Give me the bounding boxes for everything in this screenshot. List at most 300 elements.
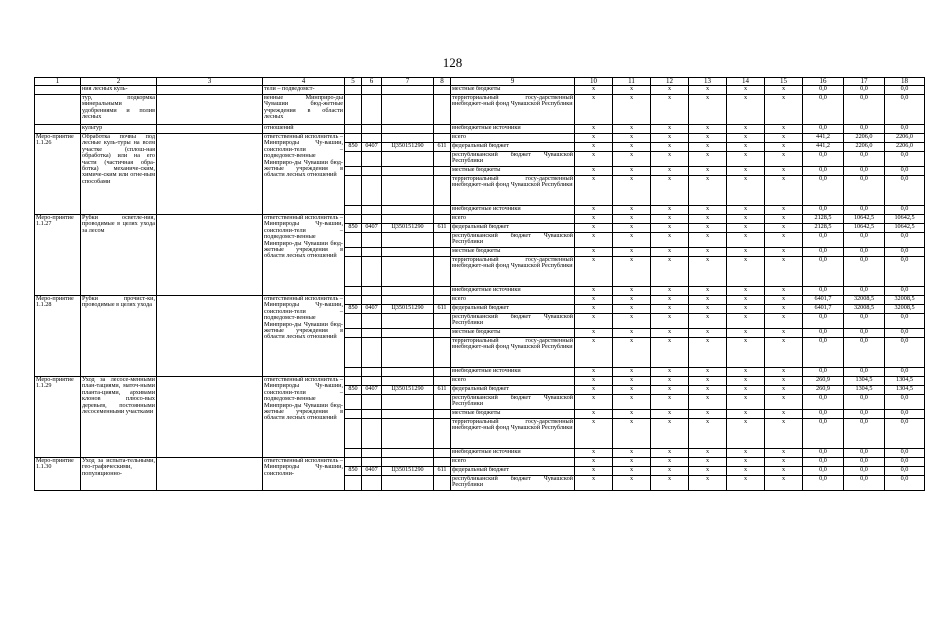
measure-name: Уход за испыта-тельными, гео-графическими, популяционно- <box>81 458 157 491</box>
value-col-18: 0,0 <box>885 476 925 491</box>
measure-name: тур, подкормка минеральными удобрениями и полив лесных <box>81 95 157 125</box>
expense-type <box>434 449 451 458</box>
x-mark: х <box>727 467 765 476</box>
x-mark: х <box>613 419 651 449</box>
measure-name: Обработка почвы под лесные куль-туры на всем участке (сплош-ная обработка) или на его части (частичная обра-ботка) механиче-ским, химиче-ским или огне-вым способами <box>81 134 157 215</box>
value-col-17: 0,0 <box>844 233 885 248</box>
x-mark: х <box>575 206 613 215</box>
empty-col-3 <box>157 215 263 296</box>
x-mark: х <box>575 287 613 296</box>
value-col-16: 0,0 <box>803 419 844 449</box>
x-mark: х <box>575 449 613 458</box>
section-code <box>362 368 382 377</box>
x-mark: х <box>765 377 803 386</box>
funding-source: республиканский бюджет Чувашской Республики <box>451 314 575 329</box>
x-mark: х <box>613 314 651 329</box>
x-mark: х <box>689 287 727 296</box>
value-col-18: 0,0 <box>885 257 925 287</box>
measure-code: Меро-приятие 1.1.29 <box>35 377 81 458</box>
funding-source: местные бюджеты <box>451 410 575 419</box>
x-mark: х <box>651 215 689 224</box>
x-mark: х <box>613 224 651 233</box>
x-mark: х <box>651 305 689 314</box>
x-mark: х <box>613 152 651 167</box>
x-mark: х <box>765 167 803 176</box>
x-mark: х <box>575 125 613 134</box>
x-mark: х <box>765 476 803 491</box>
column-header: 10 <box>575 78 613 86</box>
funding-source: территориальный госу-дарственный внебюджет-ный фонд Чувашской Республики <box>451 338 575 368</box>
expense-type: 611 <box>434 467 451 476</box>
value-col-17: 0,0 <box>844 467 885 476</box>
value-col-17: 0,0 <box>844 176 885 206</box>
x-mark: х <box>689 386 727 395</box>
funding-source: федеральный бюджет <box>451 305 575 314</box>
x-mark: х <box>727 86 765 95</box>
grbs-code: 850 <box>345 467 362 476</box>
x-mark: х <box>727 167 765 176</box>
x-mark: х <box>727 449 765 458</box>
x-mark: х <box>727 95 765 125</box>
value-col-18: 10642,5 <box>885 224 925 233</box>
x-mark: х <box>727 152 765 167</box>
target-article <box>382 449 434 458</box>
expense-type <box>434 206 451 215</box>
value-col-16: 260,9 <box>803 386 844 395</box>
target-article <box>382 176 434 206</box>
x-mark: х <box>765 143 803 152</box>
x-mark: х <box>651 257 689 287</box>
x-mark: х <box>689 233 727 248</box>
x-mark: х <box>765 305 803 314</box>
x-mark: х <box>689 377 727 386</box>
empty-col-3 <box>157 377 263 458</box>
column-header: 13 <box>689 78 727 86</box>
x-mark: х <box>651 314 689 329</box>
funding-source: республиканский бюджет Чувашской Республики <box>451 395 575 410</box>
x-mark: х <box>575 134 613 143</box>
target-article <box>382 287 434 296</box>
x-mark: х <box>765 296 803 305</box>
target-article: Ц350151290 <box>382 386 434 395</box>
value-col-17: 32008,5 <box>844 305 885 314</box>
section-code <box>362 125 382 134</box>
empty-col-3 <box>157 125 263 134</box>
x-mark: х <box>765 248 803 257</box>
x-mark: х <box>575 476 613 491</box>
x-mark: х <box>765 386 803 395</box>
measure-name: культур <box>81 125 157 134</box>
section-code <box>362 95 382 125</box>
value-col-17: 0,0 <box>844 329 885 338</box>
value-col-17: 0,0 <box>844 152 885 167</box>
x-mark: х <box>651 224 689 233</box>
x-mark: х <box>689 257 727 287</box>
x-mark: х <box>651 329 689 338</box>
grbs-code: 850 <box>345 224 362 233</box>
value-col-18: 0,0 <box>885 338 925 368</box>
x-mark: х <box>689 152 727 167</box>
value-col-18: 0,0 <box>885 458 925 467</box>
target-article: Ц350151290 <box>382 143 434 152</box>
funding-source: местные бюджеты <box>451 329 575 338</box>
funding-source: всего <box>451 134 575 143</box>
x-mark: х <box>689 134 727 143</box>
measure-code: Меро-приятие 1.1.28 <box>35 296 81 377</box>
measure-code <box>35 95 81 125</box>
funding-source: внебюджетные источники <box>451 206 575 215</box>
x-mark: х <box>613 125 651 134</box>
measure-name: ния лесных куль- <box>81 86 157 95</box>
column-header: 11 <box>613 78 651 86</box>
x-mark: х <box>651 287 689 296</box>
target-article: Ц350151290 <box>382 305 434 314</box>
value-col-17: 0,0 <box>844 449 885 458</box>
value-col-18: 0,0 <box>885 152 925 167</box>
x-mark: х <box>613 449 651 458</box>
x-mark: х <box>613 215 651 224</box>
value-col-16: 0,0 <box>803 125 844 134</box>
section-code <box>362 152 382 167</box>
value-col-16: 260,9 <box>803 377 844 386</box>
x-mark: х <box>613 338 651 368</box>
section-code <box>362 233 382 248</box>
x-mark: х <box>727 419 765 449</box>
column-header: 7 <box>382 78 434 86</box>
grbs-code <box>345 368 362 377</box>
x-mark: х <box>727 305 765 314</box>
x-mark: х <box>613 395 651 410</box>
section-code <box>362 338 382 368</box>
x-mark: х <box>651 233 689 248</box>
target-article <box>382 338 434 368</box>
grbs-code <box>345 395 362 410</box>
table-row <box>35 125 925 134</box>
x-mark: х <box>651 467 689 476</box>
section-code: 0407 <box>362 143 382 152</box>
x-mark: х <box>613 458 651 467</box>
expense-type: 611 <box>434 305 451 314</box>
grbs-code <box>345 152 362 167</box>
x-mark: х <box>765 257 803 287</box>
x-mark: х <box>575 233 613 248</box>
measure-code: Меро-приятие 1.1.30 <box>35 458 81 491</box>
value-col-18: 0,0 <box>885 329 925 338</box>
expense-type <box>434 476 451 491</box>
table-row <box>35 95 925 125</box>
x-mark: х <box>689 395 727 410</box>
value-col-16: 6401,7 <box>803 305 844 314</box>
value-col-16: 441,2 <box>803 143 844 152</box>
funding-source: федеральный бюджет <box>451 224 575 233</box>
column-header: 2 <box>81 78 157 86</box>
funding-source: внебюджетные источники <box>451 287 575 296</box>
value-col-18: 0,0 <box>885 125 925 134</box>
x-mark: х <box>765 395 803 410</box>
grbs-code <box>345 338 362 368</box>
x-mark: х <box>727 248 765 257</box>
value-col-17: 0,0 <box>844 314 885 329</box>
expense-type <box>434 257 451 287</box>
x-mark: х <box>765 314 803 329</box>
value-col-16: 0,0 <box>803 368 844 377</box>
x-mark: х <box>575 143 613 152</box>
x-mark: х <box>689 86 727 95</box>
x-mark: х <box>651 248 689 257</box>
value-col-17: 10642,5 <box>844 224 885 233</box>
x-mark: х <box>765 176 803 206</box>
measure-name: Рубки прочист-ки, проводимые в целях ухода <box>81 296 157 377</box>
expense-type <box>434 338 451 368</box>
measure-code <box>35 86 81 95</box>
x-mark: х <box>765 224 803 233</box>
x-mark: х <box>727 125 765 134</box>
expense-type <box>434 287 451 296</box>
expense-type: 611 <box>434 143 451 152</box>
x-mark: х <box>575 395 613 410</box>
x-mark: х <box>575 467 613 476</box>
x-mark: х <box>651 86 689 95</box>
value-col-18: 1304,5 <box>885 386 925 395</box>
expense-type <box>434 395 451 410</box>
x-mark: х <box>575 86 613 95</box>
executor: тели – подведомст- <box>263 86 345 95</box>
x-mark: х <box>689 419 727 449</box>
empty-col-3 <box>157 458 263 491</box>
measure-code: Меро-приятие 1.1.27 <box>35 215 81 296</box>
value-col-17: 1304,5 <box>844 377 885 386</box>
funding-source: территориальный госу-дарственный внебюджет-ный фонд Чувашской Республики <box>451 176 575 206</box>
target-article <box>382 233 434 248</box>
grbs-code: 850 <box>345 143 362 152</box>
grbs-code <box>345 257 362 287</box>
section-code: 0407 <box>362 305 382 314</box>
value-col-18: 0,0 <box>885 314 925 329</box>
x-mark: х <box>613 134 651 143</box>
x-mark: х <box>727 224 765 233</box>
target-article <box>382 368 434 377</box>
empty-col-3 <box>157 134 263 215</box>
x-mark: х <box>575 377 613 386</box>
value-col-16: 0,0 <box>803 410 844 419</box>
value-col-16: 2128,5 <box>803 224 844 233</box>
x-mark: х <box>689 167 727 176</box>
section-code <box>362 449 382 458</box>
x-mark: х <box>575 368 613 377</box>
value-col-16: 0,0 <box>803 476 844 491</box>
x-mark: х <box>689 338 727 368</box>
funding-source: федеральный бюджет <box>451 143 575 152</box>
x-mark: х <box>575 305 613 314</box>
expense-type <box>434 167 451 176</box>
x-mark: х <box>575 338 613 368</box>
expense-type <box>434 152 451 167</box>
x-mark: х <box>613 368 651 377</box>
grbs-code <box>345 410 362 419</box>
grbs-code: 850 <box>345 305 362 314</box>
x-mark: х <box>651 338 689 368</box>
x-mark: х <box>765 419 803 449</box>
value-col-17: 0,0 <box>844 95 885 125</box>
grbs-code <box>345 86 362 95</box>
x-mark: х <box>575 458 613 467</box>
section-code <box>362 395 382 410</box>
section-code <box>362 410 382 419</box>
x-mark: х <box>765 410 803 419</box>
value-col-18: 0,0 <box>885 95 925 125</box>
x-mark: х <box>727 134 765 143</box>
value-col-16: 0,0 <box>803 206 844 215</box>
x-mark: х <box>689 143 727 152</box>
x-mark: х <box>575 248 613 257</box>
x-mark: х <box>613 143 651 152</box>
x-mark: х <box>575 329 613 338</box>
x-mark: х <box>651 143 689 152</box>
grbs-code: 850 <box>345 386 362 395</box>
x-mark: х <box>689 95 727 125</box>
value-col-16: 0,0 <box>803 257 844 287</box>
measure-code: Меро-приятие 1.1.26 <box>35 134 81 215</box>
expense-type <box>434 248 451 257</box>
funding-source: территориальный госу-дарственный внебюджет-ный фонд Чувашской Республики <box>451 257 575 287</box>
x-mark: х <box>613 86 651 95</box>
value-col-17: 0,0 <box>844 248 885 257</box>
executor: отношений <box>263 125 345 134</box>
value-col-17: 1304,5 <box>844 386 885 395</box>
x-mark: х <box>765 215 803 224</box>
value-col-17: 0,0 <box>844 395 885 410</box>
grbs-code <box>345 419 362 449</box>
x-mark: х <box>689 368 727 377</box>
x-mark: х <box>689 125 727 134</box>
section-code: 0407 <box>362 224 382 233</box>
x-mark: х <box>575 224 613 233</box>
x-mark: х <box>689 458 727 467</box>
x-mark: х <box>727 476 765 491</box>
value-col-16: 0,0 <box>803 467 844 476</box>
value-col-18: 0,0 <box>885 176 925 206</box>
value-col-16: 0,0 <box>803 152 844 167</box>
value-col-17: 0,0 <box>844 206 885 215</box>
value-col-16: 0,0 <box>803 458 844 467</box>
x-mark: х <box>727 206 765 215</box>
target-article <box>382 152 434 167</box>
funding-source: республиканский бюджет Чувашской Республики <box>451 233 575 248</box>
section-code <box>362 257 382 287</box>
x-mark: х <box>689 296 727 305</box>
column-header: 18 <box>885 78 925 86</box>
column-header: 17 <box>844 78 885 86</box>
x-mark: х <box>765 95 803 125</box>
target-article <box>382 410 434 419</box>
x-mark: х <box>613 305 651 314</box>
x-mark: х <box>575 95 613 125</box>
value-col-18: 0,0 <box>885 449 925 458</box>
value-col-18: 0,0 <box>885 233 925 248</box>
x-mark: х <box>689 476 727 491</box>
target-article <box>382 257 434 287</box>
x-mark: х <box>575 419 613 449</box>
x-mark: х <box>689 410 727 419</box>
x-mark: х <box>727 329 765 338</box>
budget-table <box>34 77 925 491</box>
x-mark: х <box>613 248 651 257</box>
x-mark: х <box>689 305 727 314</box>
x-mark: х <box>575 314 613 329</box>
value-col-17: 0,0 <box>844 458 885 467</box>
x-mark: х <box>651 449 689 458</box>
target-article <box>382 314 434 329</box>
x-mark: х <box>575 215 613 224</box>
grbs-code <box>345 233 362 248</box>
x-mark: х <box>727 143 765 152</box>
x-mark: х <box>613 287 651 296</box>
x-mark: х <box>613 296 651 305</box>
expense-type <box>434 368 451 377</box>
x-mark: х <box>651 206 689 215</box>
value-col-18: 32008,5 <box>885 296 925 305</box>
x-mark: х <box>689 206 727 215</box>
x-mark: х <box>651 458 689 467</box>
x-mark: х <box>613 176 651 206</box>
x-mark: х <box>613 95 651 125</box>
x-mark: х <box>689 224 727 233</box>
value-col-16: 0,0 <box>803 86 844 95</box>
x-mark: х <box>651 377 689 386</box>
value-col-18: 0,0 <box>885 167 925 176</box>
grbs-code <box>345 449 362 458</box>
value-col-17: 0,0 <box>844 167 885 176</box>
x-mark: х <box>613 257 651 287</box>
expense-type <box>434 314 451 329</box>
x-mark: х <box>575 386 613 395</box>
target-article: Ц350151290 <box>382 224 434 233</box>
x-mark: х <box>765 449 803 458</box>
funding-source: внебюджетные источники <box>451 125 575 134</box>
funding-source: внебюджетные источники <box>451 368 575 377</box>
x-mark: х <box>727 410 765 419</box>
target-article <box>382 125 434 134</box>
target-article <box>382 95 434 125</box>
funding-source: республиканский бюджет Чувашской Республики <box>451 152 575 167</box>
x-mark: х <box>651 368 689 377</box>
x-mark: х <box>689 215 727 224</box>
x-mark: х <box>651 134 689 143</box>
value-col-17: 0,0 <box>844 125 885 134</box>
value-col-17: 2206,0 <box>844 143 885 152</box>
value-col-18: 0,0 <box>885 368 925 377</box>
x-mark: х <box>727 314 765 329</box>
value-col-18: 32008,5 <box>885 305 925 314</box>
expense-type: 611 <box>434 386 451 395</box>
value-col-17: 0,0 <box>844 476 885 491</box>
x-mark: х <box>651 410 689 419</box>
funding-source: всего <box>451 296 575 305</box>
value-col-16: 0,0 <box>803 395 844 410</box>
x-mark: х <box>765 86 803 95</box>
value-col-17: 10642,5 <box>844 215 885 224</box>
x-mark: х <box>575 410 613 419</box>
funding-source: местные бюджеты <box>451 167 575 176</box>
x-mark: х <box>651 125 689 134</box>
section-code <box>362 86 382 95</box>
x-mark: х <box>651 167 689 176</box>
executor: ответственный исполнитель – Минприроды Чу-вашии, соисполни-тели – подведомст-венные Минприро-ды Чувашии бюд-жетные учреждения в области лесных отношений <box>263 215 345 296</box>
measure-name: Рубки осветле-ния, проводимые в целях ухода за лесом <box>81 215 157 296</box>
column-header: 9 <box>451 78 575 86</box>
x-mark: х <box>727 233 765 248</box>
funding-source: территориальный госу-дарственный внебюджет-ный фонд Чувашской Республики <box>451 95 575 125</box>
